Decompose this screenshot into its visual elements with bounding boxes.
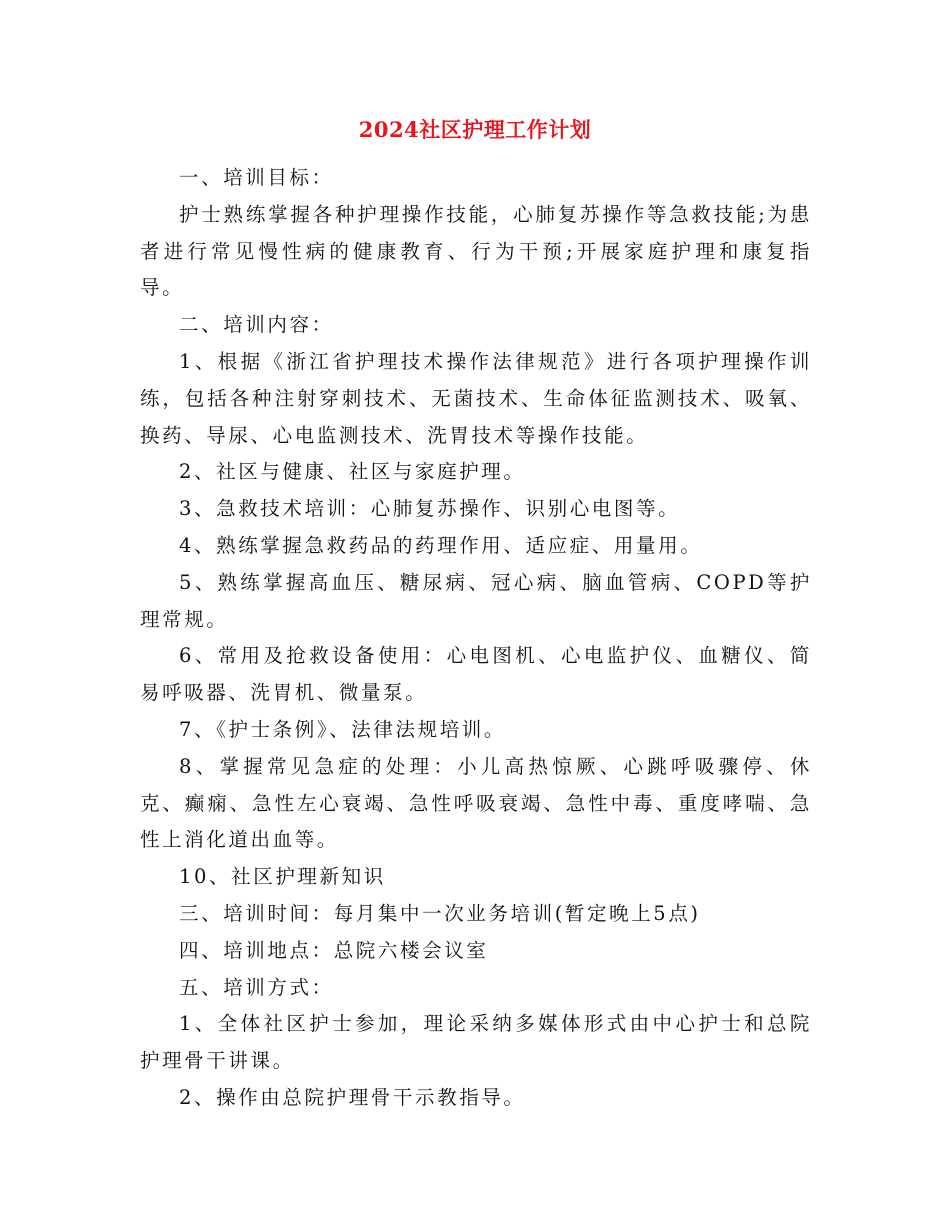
list-item-content-10: 10、社区护理新知识 [179, 865, 386, 889]
list-item-content-3: 3、急救技术培训：心肺复苏操作、识别心电图等。 [179, 497, 681, 521]
section-training-time: 三、培训时间：每月集中一次业务培训(暂定晚上5点) [179, 901, 701, 925]
document-title: 2024社区护理工作计划 [358, 117, 592, 142]
list-item-method-2: 2、操作由总院护理骨干示教指导。 [179, 1085, 526, 1109]
list-item-content-8: 8、掌握常见急症的处理：小儿高热惊厥、心跳呼吸骤停、休克、癫痫、急性左心衰竭、急性呼吸衰竭、急性中毒、重度哮喘、急性上消化道出血等。 [140, 754, 812, 852]
section-heading-training-goals: 一、培训目标： [179, 166, 334, 189]
list-item-content-1: 1、根据《浙江省护理技术操作法律规范》进行各项护理操作训练，包括各种注射穿刺技术、无菌技术、生命体征监测技术、吸氧、换药、导尿、心电监测技术、洗胃技术等操作技能。 [140, 349, 812, 447]
list-item-content-5: 5、熟练掌握高血压、糖尿病、冠心病、脑血管病、COPD等护理常规。 [140, 570, 812, 631]
section-heading-training-method: 五、培训方式： [179, 975, 334, 999]
paragraph-training-goals: 护士熟练掌握各种护理操作技能，心肺复苏操作等急救技能;为患者进行常见慢性病的健康教育、行为干预;开展家庭护理和康复指导。 [140, 202, 812, 300]
document-body [140, 160, 812, 1117]
section-heading-training-content: 二、培训内容： [179, 313, 334, 337]
list-item-content-4: 4、熟练掌握急救药品的药理作用、适应症、用量用。 [179, 533, 703, 557]
list-item-content-2: 2、社区与健康、社区与家庭护理。 [179, 460, 526, 484]
list-item-content-7: 7、《护士条例》、法律法规培训。 [179, 717, 507, 741]
list-item-method-1: 1、全体社区护士参加，理论采纳多媒体形式由中心护士和总院护理骨干讲课。 [140, 1012, 812, 1073]
section-training-location: 四、培训地点：总院六楼会议室 [179, 938, 489, 962]
list-item-content-6: 6、常用及抢救设备使用：心电图机、心电监护仪、血糖仪、简易呼吸器、洗胃机、微量泵。 [140, 644, 812, 705]
